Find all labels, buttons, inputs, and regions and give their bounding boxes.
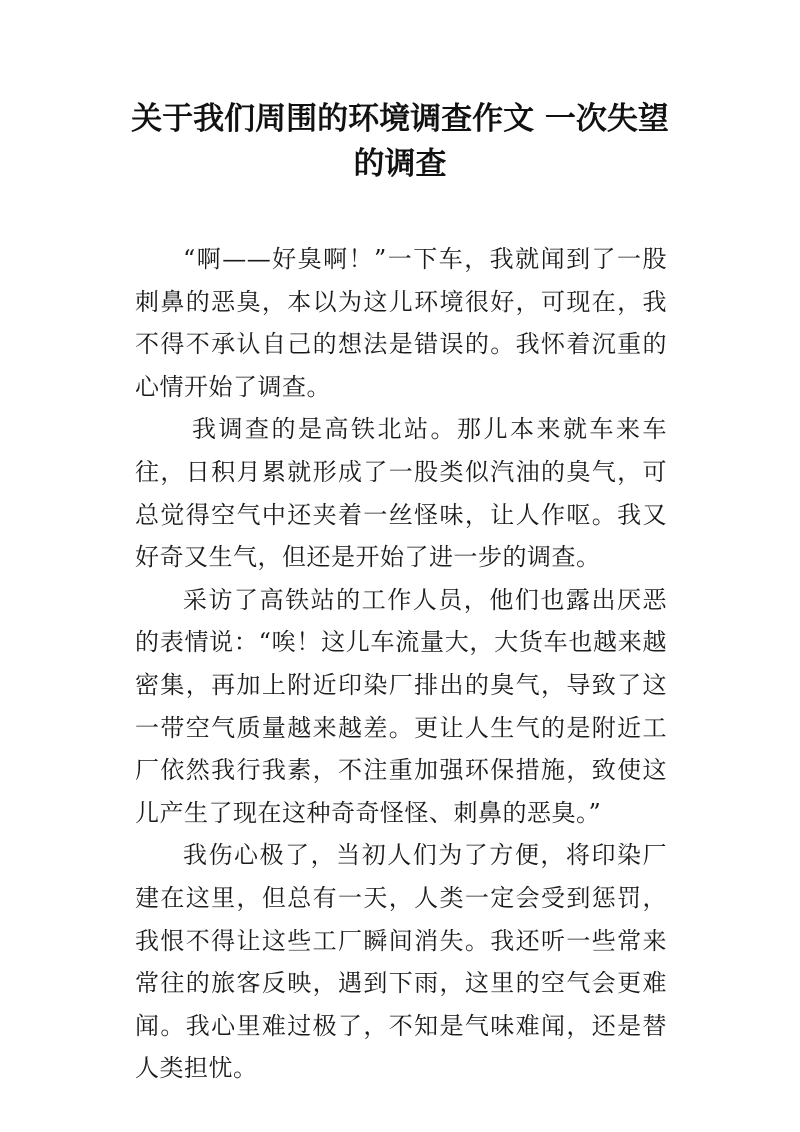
paragraph-1: “啊——好臭啊！”一下车，我就闻到了一股刺鼻的恶臭，本以为这儿环境很好，可现在，我不得不承认自己的想法是错误的。我怀着沉重的心情开始了调查。 (135, 245, 667, 401)
paragraph-2: 我调查的是高铁北站。那儿本来就车来车往，日积月累就形成了一股类似汽油的臭气，可总觉得空气中还夹着一丝怪味，让人作呕。我又好奇又生气，但还是开始了进一步的调查。 (135, 415, 667, 572)
document-body (135, 238, 667, 1090)
paragraph-3: 采访了高铁站的工作人员，他们也露出厌恶的表情说：“唉！这儿车流量大，大货车也越来越密集，再加上附近印染厂排出的臭气，导致了这一带空气质量越来越差。更让人生气的是附近工厂依然我行我素，不注重加强环保措施，致使这儿产生了现在这种奇奇怪怪、刺鼻的恶臭。” (135, 585, 667, 827)
paragraph-4: 我伤心极了，当初人们为了方便，将印染厂建在这里，但总有一天，人类一定会受到惩罚，我恨不得让这些工厂瞬间消失。我还听一些常来常往的旅客反映，遇到下雨，这里的空气会更难闻。我心里难过极了，不知是气味难闻，还是替人类担忧。 (135, 841, 667, 1083)
document-title: 关于我们周围的环境调查作文 一次失望的调查 (131, 101, 669, 182)
